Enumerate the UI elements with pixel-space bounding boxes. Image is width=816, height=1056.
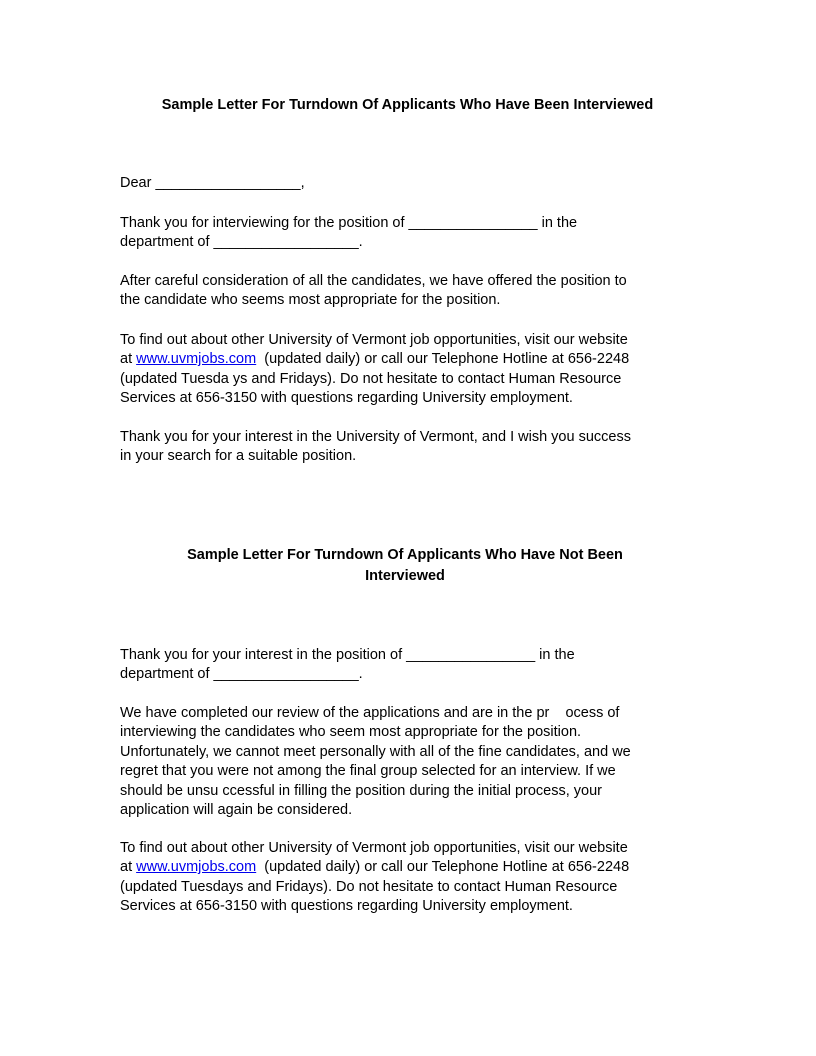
letter2-paragraph-position [120, 646, 680, 685]
paragraph-line: application will again be considered. [120, 802, 353, 819]
text-fragment: (updated daily) or call our Telephone Hotline at 656-2248 [256, 859, 630, 876]
text-fragment: (updated daily) or call our Telephone Hotline at 656-2248 [256, 351, 630, 368]
paragraph-line: Unfortunately, we cannot meet personally with all of the fine candidates, and we [120, 743, 631, 760]
paragraph-line: should be unsu ccessful in filling the position during the initial process, your [120, 782, 602, 799]
letter1-paragraph-opportunities [120, 331, 680, 409]
letter2-paragraph-review [120, 704, 680, 820]
title-line: Sample Letter For Turndown Of Applicants Who Have Not Been [187, 547, 623, 563]
paragraph-line [120, 858, 680, 877]
paragraph-line: Thank you for your interest in the University of Vermont, and I wish you success [120, 429, 631, 445]
letter2-paragraph-opportunities [120, 839, 680, 917]
uvmjobs-link[interactable]: www.uvmjobs.com [136, 859, 257, 876]
paragraph-line: department of __________________. [120, 666, 363, 683]
letter1-paragraph-decision [120, 272, 680, 311]
salutation-line: Dear __________________, [120, 175, 305, 191]
paragraph-line: After careful consideration of all the candidates, we have offered the position to [120, 273, 627, 289]
text-fragment: at [120, 351, 137, 368]
paragraph-line: (updated Tuesda ys and Fridays). Do not hesitate to contact Human Resource [120, 370, 622, 387]
paragraph-line: Thank you for your interest in the position of ________________ in the [120, 647, 575, 663]
paragraph-line: regret that you were not among the final group selected for an interview. If we [120, 763, 616, 780]
paragraph-line [120, 350, 680, 369]
paragraph-line: in your search for a suitable position. [120, 448, 357, 465]
letter1-title: Sample Letter For Turndown Of Applicants Who Have Been Interviewed [161, 97, 654, 113]
paragraph-line: interviewing the candidates who seem most appropriate for the position. [120, 724, 582, 741]
letter1-paragraph-closing [120, 428, 680, 467]
paragraph-line: To find out about other University of Vermont job opportunities, visit our website [120, 332, 628, 348]
paragraph-line: Thank you for interviewing for the position of ________________ in the [120, 215, 578, 231]
title-line: Interviewed [365, 567, 445, 584]
paragraph-line: the candidate who seems most appropriate for the position. [120, 292, 501, 309]
paragraph-line: Services at 656-3150 with questions regarding University employment. [120, 390, 573, 407]
paragraph-line: To find out about other University of Vermont job opportunities, visit our website [120, 840, 628, 856]
paragraph-line: We have completed our review of the applications and are in the pr ocess of [120, 705, 620, 721]
letter1-paragraph-position [120, 214, 680, 253]
paragraph-line: (updated Tuesdays and Fridays). Do not hesitate to contact Human Resource [120, 878, 618, 895]
letter1-salutation [120, 174, 680, 193]
paragraph-line: department of __________________. [120, 234, 363, 251]
paragraph-line: Services at 656-3150 with questions regarding University employment. [120, 898, 573, 915]
uvmjobs-link[interactable]: www.uvmjobs.com [136, 351, 257, 368]
text-fragment: at [120, 859, 137, 876]
letter2-title [150, 545, 660, 586]
